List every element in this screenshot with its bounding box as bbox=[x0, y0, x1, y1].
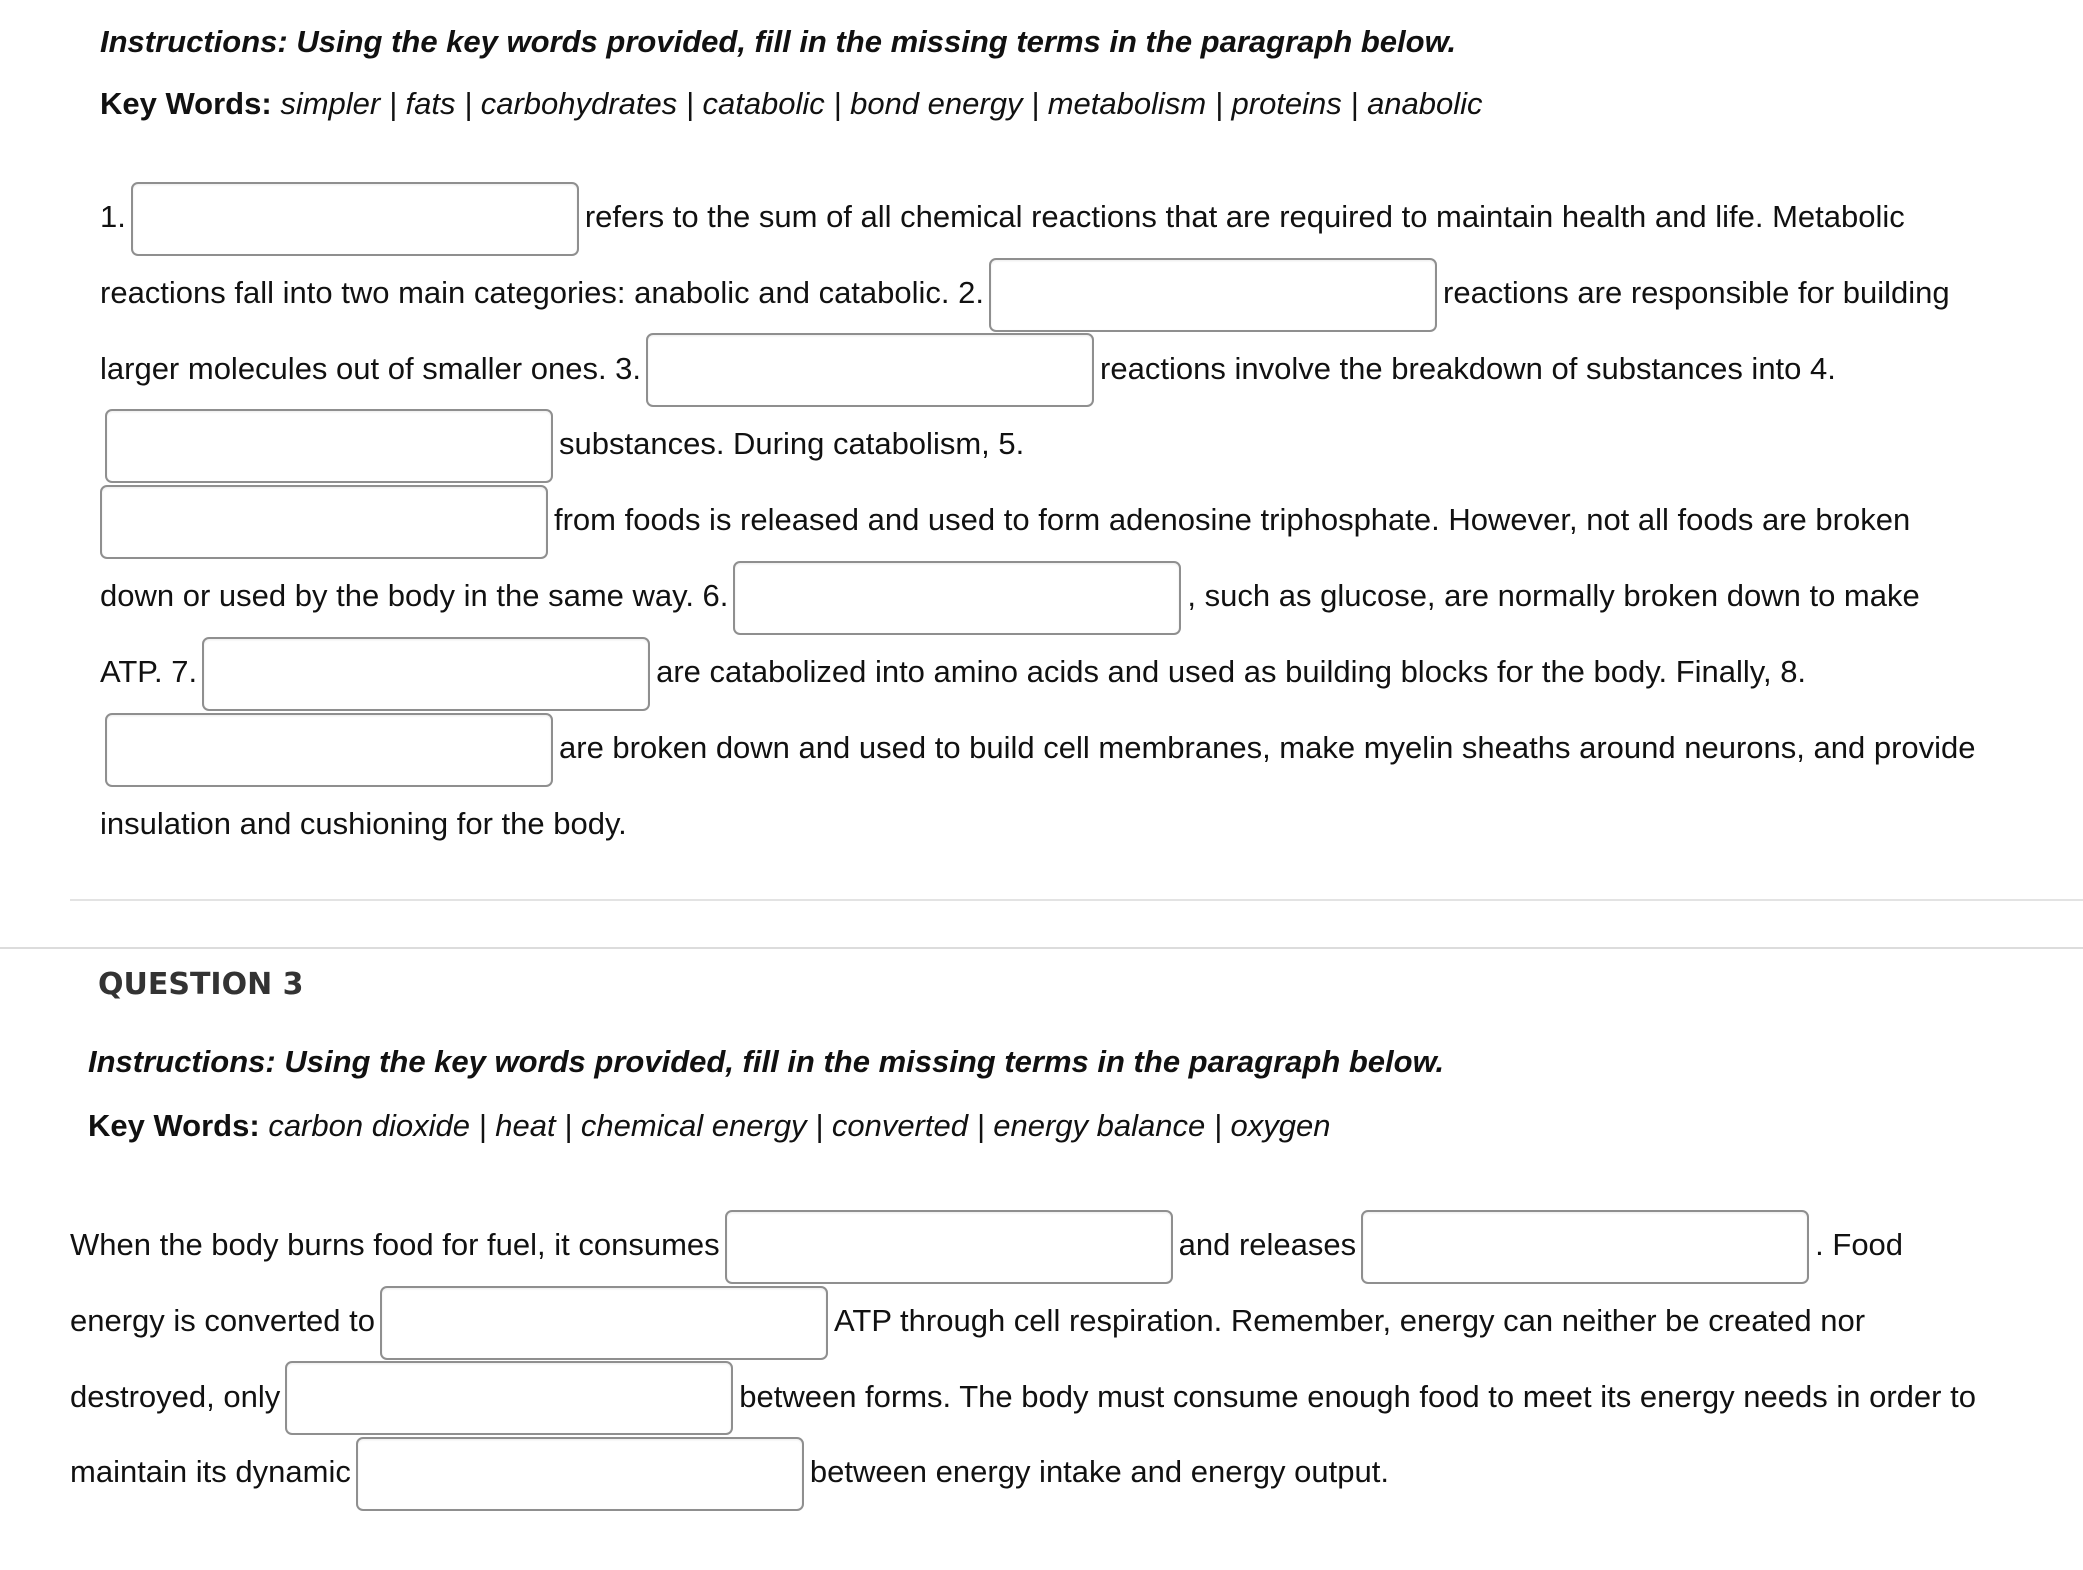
question-2-section bbox=[100, 20, 2000, 861]
q2-text: substances. During catabolism, 5. bbox=[559, 426, 1025, 462]
q2-text: reactions are responsible for building larger molecules out of smaller ones. 3. bbox=[100, 274, 1950, 386]
q3-key-words-list: carbon dioxide | heat | chemical energy | converted | energy balance | oxygen bbox=[268, 1108, 1331, 1143]
q3-text: between energy intake and energy output. bbox=[809, 1454, 1389, 1490]
divider bbox=[0, 947, 2083, 949]
q3-blank-3[interactable] bbox=[380, 1286, 828, 1360]
q3-text: ATP through cell respiration. Remember, energy can neither be created nor destroyed, only bbox=[70, 1302, 1866, 1414]
q3-text: between forms. The body must consume enough food to meet its energy needs in order to maintain its dynamic bbox=[70, 1378, 1976, 1490]
q2-blank-8[interactable] bbox=[105, 713, 553, 787]
q2-blank-5[interactable] bbox=[100, 485, 548, 559]
q2-blank-7[interactable] bbox=[202, 637, 650, 711]
q2-text: 1. bbox=[100, 199, 126, 234]
q2-key-words-list: simpler | fats | carbohydrates | catabolic | bond energy | metabolism | proteins | anabolic bbox=[280, 86, 1483, 121]
q3-blank-2[interactable] bbox=[1361, 1210, 1809, 1284]
q2-blank-3[interactable] bbox=[646, 333, 1094, 407]
q3-paragraph bbox=[70, 1208, 1990, 1511]
q2-text: are catabolized into amino acids and used as building blocks for the body. Finally, 8. bbox=[656, 653, 1807, 689]
q3-blank-4[interactable] bbox=[285, 1361, 733, 1435]
q2-blank-4[interactable] bbox=[105, 409, 553, 483]
q2-text: from foods is released and used to form adenosine triphosphate. However, not all foods are broken down or used by the body in the same way. 6. bbox=[100, 502, 1911, 614]
divider bbox=[70, 899, 2083, 901]
q2-text: , such as glucose, are normally broken down to make ATP. 7. bbox=[100, 578, 1920, 689]
question-3-section bbox=[70, 1040, 2030, 1511]
q2-paragraph bbox=[100, 180, 1980, 861]
q3-blank-1[interactable] bbox=[725, 1210, 1173, 1284]
q2-key-words-label: Key Words: bbox=[100, 86, 272, 121]
q2-text: refers to the sum of all chemical reactions that are required to maintain health and life. Metabolic reactions fall into two main categories: anabolic and catabolic. 2. bbox=[100, 199, 1905, 310]
q2-key-words bbox=[100, 82, 2000, 126]
q2-blank-6[interactable] bbox=[733, 561, 1181, 635]
q3-instructions: Instructions: Using the key words provided, fill in the missing terms in the paragraph below. bbox=[88, 1044, 1445, 1079]
q3-text: and releases bbox=[1178, 1227, 1357, 1262]
q3-blank-5[interactable] bbox=[356, 1437, 804, 1511]
q2-blank-2[interactable] bbox=[989, 258, 1437, 332]
q3-text: When the body burns food for fuel, it consumes bbox=[70, 1227, 720, 1262]
q2-text: reactions involve the breakdown of substances into 4. bbox=[1100, 350, 1836, 386]
q2-text: are broken down and used to build cell membranes, make myelin sheaths around neurons, and provide insulation and cushioning for the body. bbox=[100, 729, 1976, 841]
q3-text: . Food energy is converted to bbox=[70, 1227, 1904, 1338]
q3-key-words bbox=[70, 1104, 2030, 1148]
q2-blank-1[interactable] bbox=[131, 182, 579, 256]
q2-instructions: Instructions: Using the key words provided, fill in the missing terms in the paragraph below. bbox=[100, 24, 1457, 59]
q3-key-words-label: Key Words: bbox=[88, 1108, 260, 1143]
question-3-title: QUESTION 3 bbox=[98, 967, 304, 1002]
